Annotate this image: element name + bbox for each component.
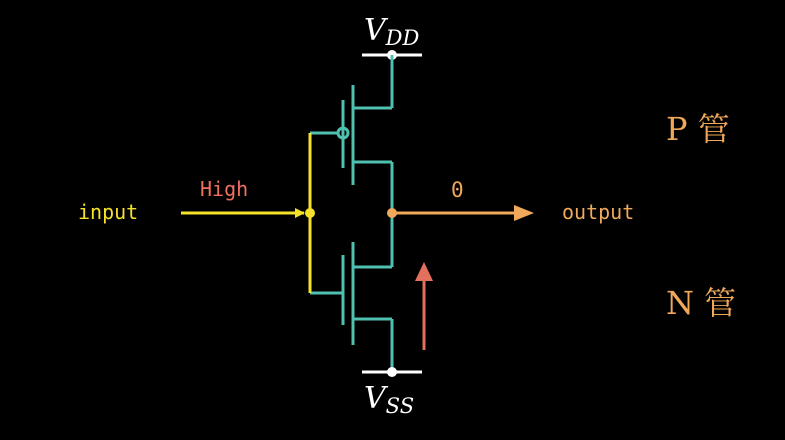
input-level-label: High <box>200 177 249 201</box>
current-flow-arrow <box>415 262 433 350</box>
output-wiring <box>387 205 534 221</box>
vss-label <box>364 381 414 418</box>
vdd-label-sub: DD <box>385 26 420 50</box>
input-wiring <box>181 133 310 293</box>
output-label: output <box>562 200 635 224</box>
vss-label-sub: SS <box>385 394 415 418</box>
nmos-label: N 管 <box>666 284 737 322</box>
vdd-label-main: V <box>364 13 386 48</box>
pmos-transistor <box>310 55 392 212</box>
nmos-transistor <box>310 214 392 372</box>
input-node <box>305 208 315 218</box>
input-label: input <box>78 200 139 224</box>
vss-rail <box>362 367 422 377</box>
pmos-label: P 管 <box>666 110 730 148</box>
output-node <box>387 208 397 218</box>
output-arrowhead <box>514 205 534 221</box>
output-value-label: 0 <box>451 178 464 202</box>
vss-label-main: V <box>364 381 386 416</box>
vdd-label <box>364 13 420 50</box>
